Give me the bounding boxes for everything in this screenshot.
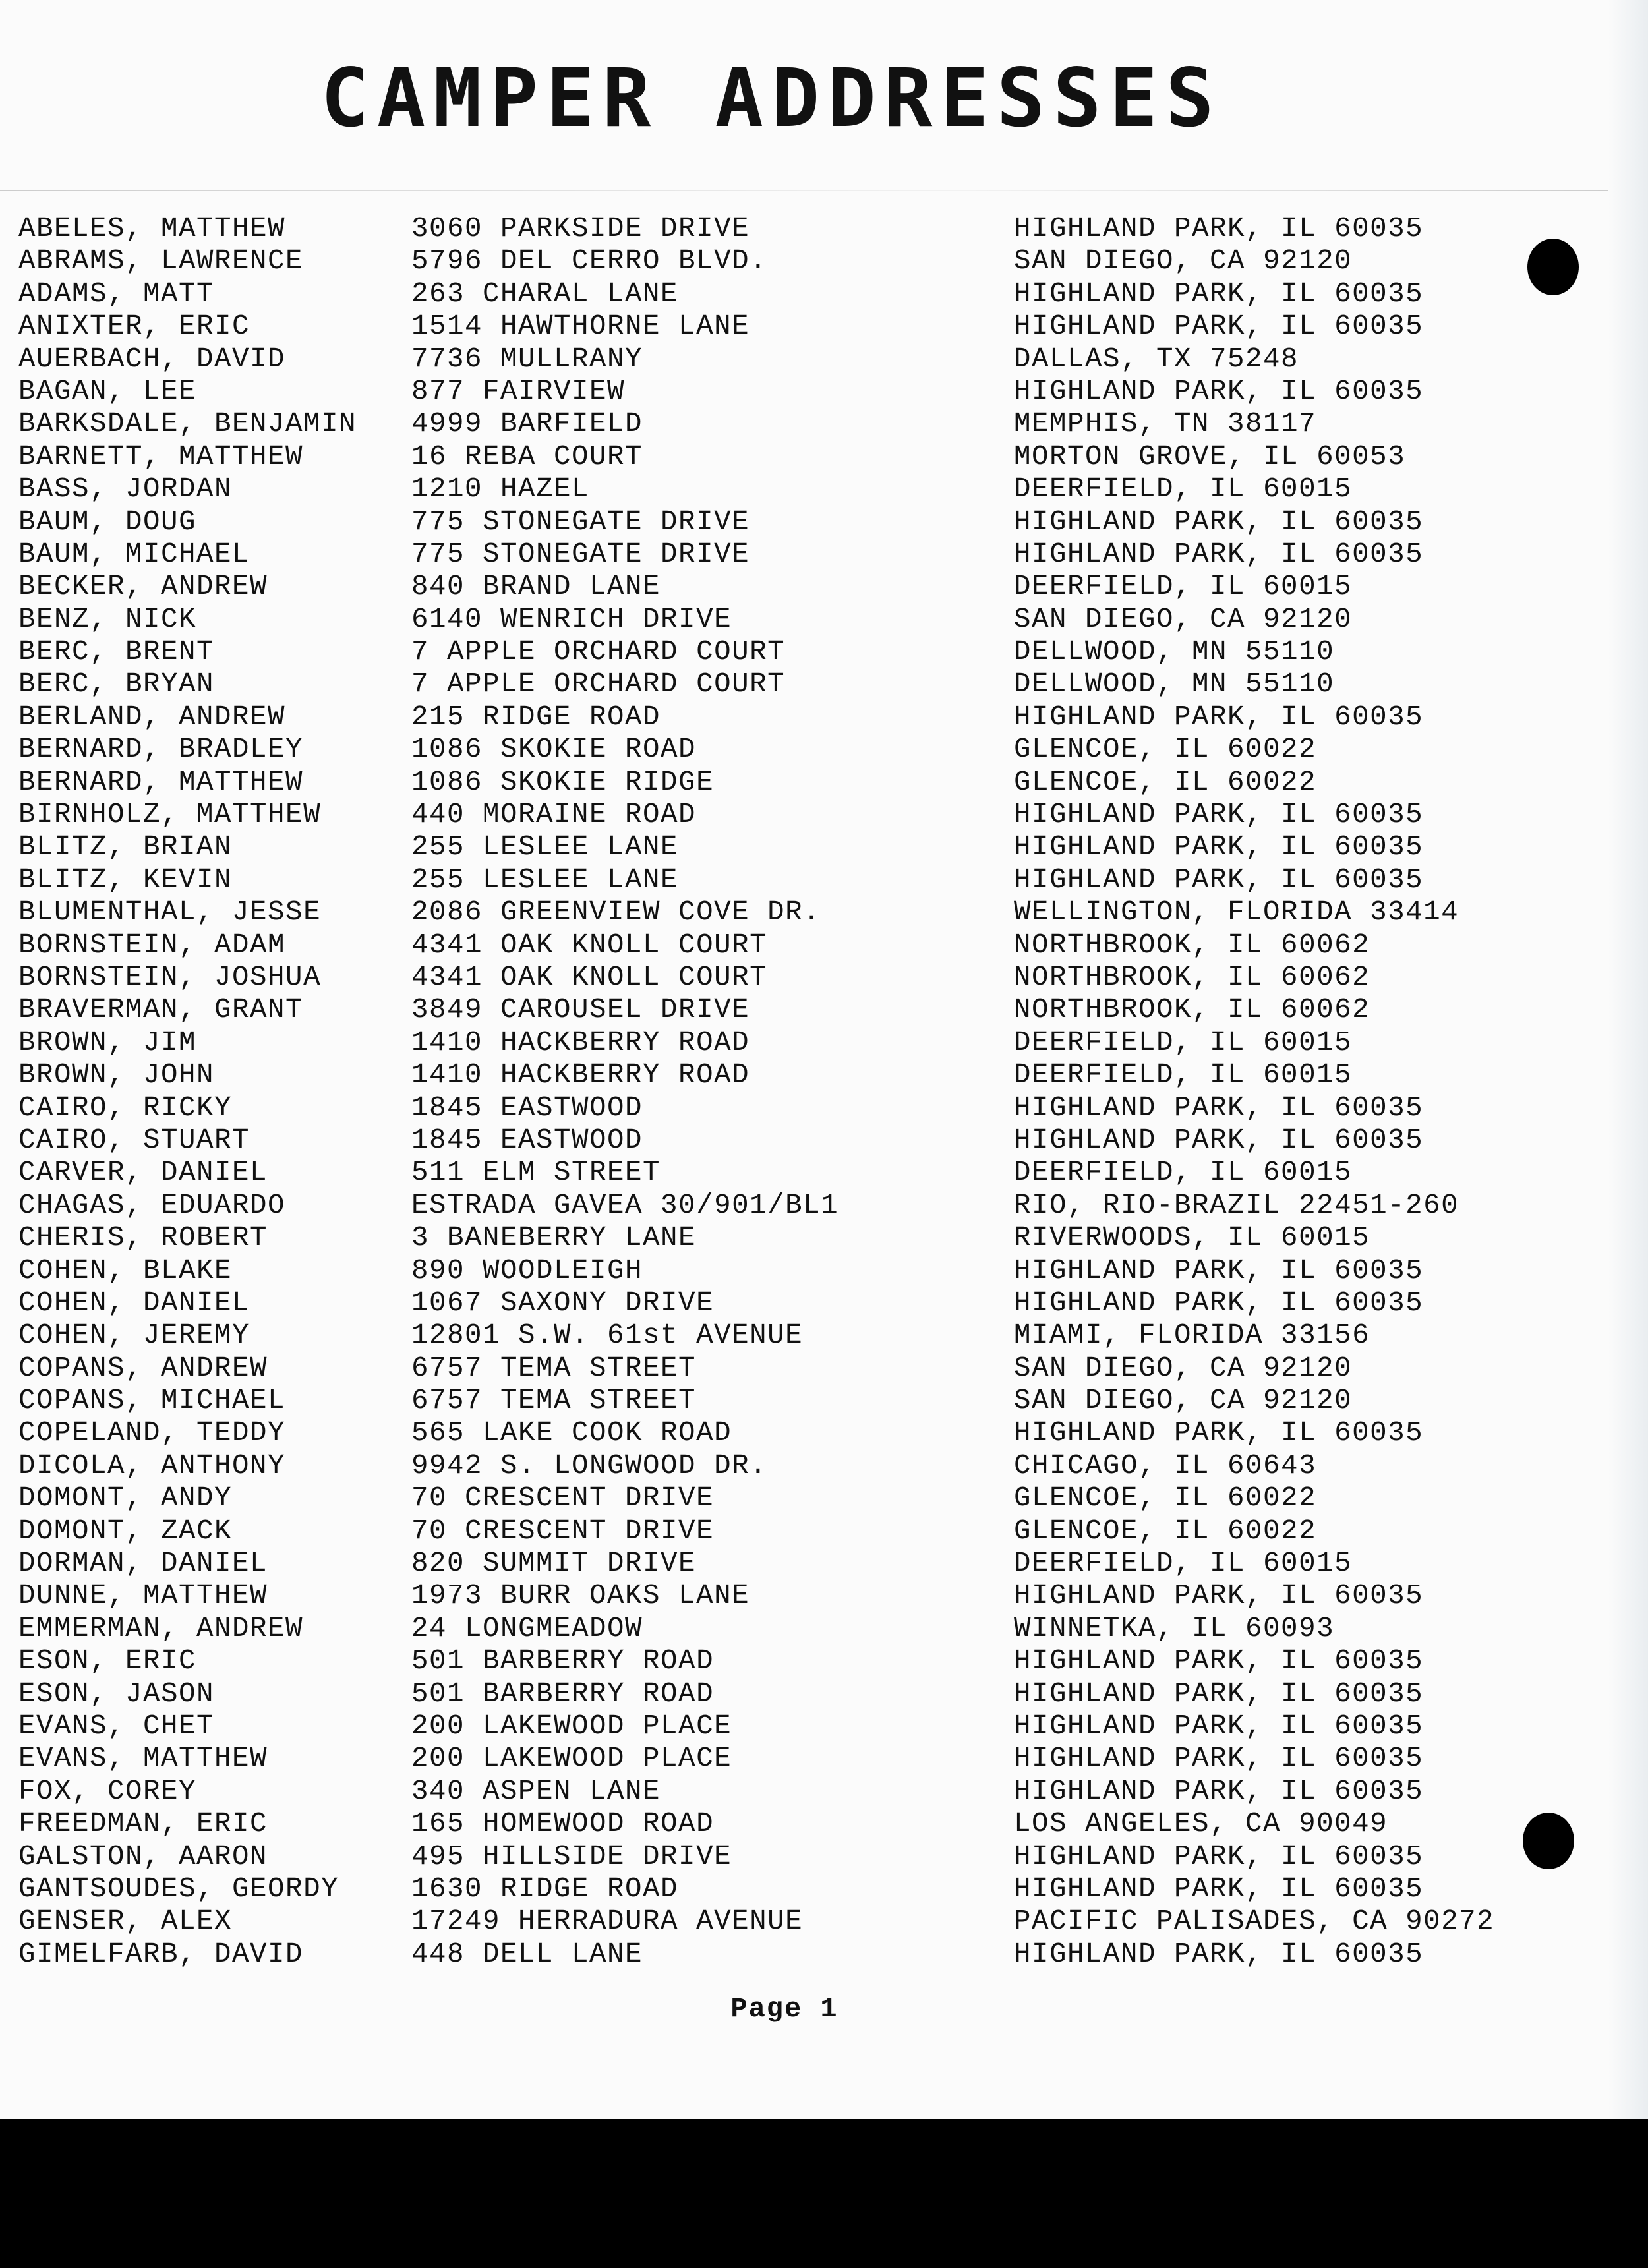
camper-city-state-zip: RIVERWOODS, IL 60015 [1014,1222,1370,1254]
camper-row [0,245,1608,277]
camper-city-state-zip: SAN DIEGO, CA 92120 [1014,1352,1353,1384]
camper-row [0,441,1608,473]
camper-street-address: 4999 BARFIELD [411,408,643,440]
camper-street-address: 2086 GREENVIEW COVE DR. [411,896,821,929]
camper-city-state-zip: DEERFIELD, IL 60015 [1014,1059,1353,1091]
camper-city-state-zip: SAN DIEGO, CA 92120 [1014,245,1353,277]
camper-street-address: 511 ELM STREET [411,1157,661,1189]
camper-name: BERNARD, BRADLEY [18,734,304,766]
camper-row [0,1027,1608,1059]
camper-row [0,701,1608,734]
camper-city-state-zip: WELLINGTON, FLORIDA 33414 [1014,896,1459,929]
camper-street-address: 820 SUMMIT DRIVE [411,1548,697,1580]
camper-row [0,506,1608,538]
camper-name: BARKSDALE, BENJAMIN [18,408,357,440]
camper-city-state-zip: MIAMI, FLORIDA 33156 [1014,1320,1370,1352]
camper-street-address: 6140 WENRICH DRIVE [411,603,732,635]
camper-name: CHAGAS, EDUARDO [18,1189,286,1221]
camper-address-list [0,213,1608,1971]
camper-city-state-zip: HIGHLAND PARK, IL 60035 [1014,1645,1424,1677]
camper-street-address: 840 BRAND LANE [411,571,661,603]
camper-name: BERNARD, MATTHEW [18,766,304,798]
camper-city-state-zip: DELLWOOD, MN 55110 [1014,636,1335,668]
camper-city-state-zip: DEERFIELD, IL 60015 [1014,473,1353,506]
camper-row [0,1548,1608,1580]
camper-row [0,213,1608,245]
camper-street-address: 775 STONEGATE DRIVE [411,506,750,538]
camper-name: EVANS, CHET [18,1710,215,1742]
punch-hole-bottom [1523,1813,1574,1869]
camper-street-address: 5796 DEL CERRO BLVD. [411,245,768,277]
camper-city-state-zip: DEERFIELD, IL 60015 [1014,1157,1353,1189]
camper-row [0,1938,1608,1971]
camper-row [0,1743,1608,1775]
camper-street-address: 12801 S.W. 61st AVENUE [411,1320,804,1352]
camper-city-state-zip: HIGHLAND PARK, IL 60035 [1014,831,1424,863]
camper-street-address: 16 REBA COURT [411,440,643,473]
camper-street-address: 4341 OAK KNOLL COURT [411,929,768,961]
camper-name: CAIRO, RICKY [18,1091,233,1124]
camper-row [0,1776,1608,1808]
camper-row [0,571,1608,603]
camper-name: BAUM, DOUG [18,506,197,538]
camper-row [0,1352,1608,1385]
camper-row [0,1157,1608,1189]
camper-name: BLUMENTHAL, JESSE [18,896,322,929]
camper-street-address: 17249 HERRADURA AVENUE [411,1905,804,1938]
camper-street-address: 440 MORAINE ROAD [411,799,697,831]
camper-name: BARNETT, MATTHEW [18,440,304,473]
camper-row [0,734,1608,766]
camper-street-address: 448 DELL LANE [411,1938,643,1970]
camper-row [0,473,1608,506]
camper-name: ANIXTER, ERIC [18,310,250,343]
camper-row [0,962,1608,994]
camper-city-state-zip: NORTHBROOK, IL 60062 [1014,994,1370,1026]
camper-city-state-zip: HIGHLAND PARK, IL 60035 [1014,1091,1424,1124]
camper-name: BAGAN, LEE [18,375,197,407]
punch-hole-top [1527,239,1579,295]
camper-name: FREEDMAN, ERIC [18,1808,268,1840]
camper-row [0,1710,1608,1743]
camper-city-state-zip: GLENCOE, IL 60022 [1014,1515,1317,1547]
camper-street-address: 501 BARBERRY ROAD [411,1645,715,1677]
camper-name: COHEN, BLAKE [18,1254,233,1287]
camper-name: ABRAMS, LAWRENCE [18,245,304,277]
camper-name: DOMONT, ZACK [18,1515,233,1547]
camper-city-state-zip: HIGHLAND PARK, IL 60035 [1014,1254,1424,1287]
camper-name: BORNSTEIN, JOSHUA [18,961,322,993]
camper-city-state-zip: SAN DIEGO, CA 92120 [1014,1385,1353,1417]
camper-name: BLITZ, BRIAN [18,831,233,863]
camper-name: BENZ, NICK [18,603,197,635]
camper-row [0,1320,1608,1352]
camper-row [0,408,1608,440]
camper-street-address: 495 HILLSIDE DRIVE [411,1840,732,1873]
camper-city-state-zip: CHICAGO, IL 60643 [1014,1449,1317,1482]
camper-name: BERC, BRENT [18,636,215,668]
camper-name: BROWN, JIM [18,1026,197,1059]
camper-row [0,636,1608,668]
camper-row [0,1873,1608,1905]
camper-street-address: 1410 HACKBERRY ROAD [411,1059,750,1091]
camper-street-address: 890 WOODLEIGH [411,1254,643,1287]
camper-row [0,1905,1608,1938]
camper-street-address: 165 HOMEWOOD ROAD [411,1808,715,1840]
camper-row [0,994,1608,1026]
camper-name: COPANS, MICHAEL [18,1385,286,1417]
camper-name: ESON, JASON [18,1677,215,1710]
camper-name: BORNSTEIN, ADAM [18,929,286,961]
camper-street-address: 1973 BURR OAKS LANE [411,1580,750,1612]
camper-street-address: 263 CHARAL LANE [411,277,679,310]
camper-city-state-zip: HIGHLAND PARK, IL 60035 [1014,213,1424,245]
camper-street-address: 1845 EASTWOOD [411,1124,643,1156]
camper-row [0,1580,1608,1612]
camper-city-state-zip: HIGHLAND PARK, IL 60035 [1014,799,1424,831]
camper-name: BERC, BRYAN [18,668,215,701]
camper-name: BRAVERMAN, GRANT [18,994,304,1026]
camper-street-address: 24 LONGMEADOW [411,1612,643,1644]
camper-street-address: 1086 SKOKIE ROAD [411,734,697,766]
camper-street-address: 1086 SKOKIE RIDGE [411,766,715,798]
camper-row [0,310,1608,343]
camper-name: GIMELFARB, DAVID [18,1938,304,1970]
camper-street-address: 3060 PARKSIDE DRIVE [411,213,750,245]
camper-row [0,668,1608,701]
camper-city-state-zip: PACIFIC PALISADES, CA 90272 [1014,1905,1495,1938]
camper-name: DUNNE, MATTHEW [18,1580,268,1612]
camper-row [0,1450,1608,1482]
camper-row [0,929,1608,962]
camper-name: EVANS, MATTHEW [18,1743,268,1775]
camper-row [0,1190,1608,1222]
camper-city-state-zip: LOS ANGELES, CA 90049 [1014,1808,1388,1840]
camper-row [0,604,1608,636]
camper-street-address: 775 STONEGATE DRIVE [411,538,750,570]
camper-name: EMMERMAN, ANDREW [18,1612,304,1644]
camper-city-state-zip: HIGHLAND PARK, IL 60035 [1014,1775,1424,1807]
camper-name: ABELES, MATTHEW [18,213,286,245]
camper-row [0,1515,1608,1548]
camper-street-address: 6757 TEMA STREET [411,1352,697,1384]
camper-row [0,376,1608,408]
camper-name: CAIRO, STUART [18,1124,250,1156]
camper-street-address: 340 ASPEN LANE [411,1775,661,1807]
camper-street-address: 4341 OAK KNOLL COURT [411,961,768,993]
camper-city-state-zip: HIGHLAND PARK, IL 60035 [1014,538,1424,570]
camper-name: CARVER, DANIEL [18,1157,268,1189]
camper-city-state-zip: HIGHLAND PARK, IL 60035 [1014,1417,1424,1449]
camper-street-address: 1630 RIDGE ROAD [411,1873,679,1905]
camper-street-address: 1410 HACKBERRY ROAD [411,1026,750,1059]
camper-name: ESON, ERIC [18,1645,197,1677]
camper-name: COPELAND, TEDDY [18,1417,286,1449]
page-edge-shadow [1608,0,1648,2119]
camper-city-state-zip: DALLAS, TX 75248 [1014,343,1299,375]
camper-street-address: 7 APPLE ORCHARD COURT [411,668,786,701]
camper-row [0,1059,1608,1091]
camper-city-state-zip: HIGHLAND PARK, IL 60035 [1014,506,1424,538]
camper-city-state-zip: GLENCOE, IL 60022 [1014,1482,1317,1515]
camper-street-address: 215 RIDGE ROAD [411,701,661,733]
camper-city-state-zip: HIGHLAND PARK, IL 60035 [1014,310,1424,343]
camper-name: GALSTON, AARON [18,1840,268,1873]
camper-city-state-zip: GLENCOE, IL 60022 [1014,766,1317,798]
camper-name: BASS, JORDAN [18,473,233,506]
camper-city-state-zip: DEERFIELD, IL 60015 [1014,1548,1353,1580]
camper-city-state-zip: HIGHLAND PARK, IL 60035 [1014,1873,1424,1905]
camper-row [0,799,1608,831]
camper-city-state-zip: DEERFIELD, IL 60015 [1014,1026,1353,1059]
camper-city-state-zip: HIGHLAND PARK, IL 60035 [1014,1677,1424,1710]
camper-row [0,1808,1608,1840]
camper-city-state-zip: HIGHLAND PARK, IL 60035 [1014,1580,1424,1612]
camper-row [0,538,1608,571]
camper-row [0,343,1608,376]
camper-name: COPANS, ANDREW [18,1352,268,1384]
camper-name: BAUM, MICHAEL [18,538,250,570]
camper-city-state-zip: MORTON GROVE, IL 60053 [1014,440,1406,473]
camper-city-state-zip: HIGHLAND PARK, IL 60035 [1014,1840,1424,1873]
camper-name: COHEN, JEREMY [18,1320,250,1352]
camper-name: BLITZ, KEVIN [18,863,233,896]
camper-name: FOX, COREY [18,1775,197,1807]
camper-name: ADAMS, MATT [18,277,215,310]
camper-row [0,278,1608,310]
camper-street-address: 7 APPLE ORCHARD COURT [411,636,786,668]
camper-name: BERLAND, ANDREW [18,701,286,733]
camper-city-state-zip: HIGHLAND PARK, IL 60035 [1014,1710,1424,1742]
camper-name: DORMAN, DANIEL [18,1548,268,1580]
camper-city-state-zip: HIGHLAND PARK, IL 60035 [1014,1287,1424,1319]
camper-street-address: 565 LAKE COOK ROAD [411,1417,732,1449]
camper-street-address: 3849 CAROUSEL DRIVE [411,994,750,1026]
camper-street-address: 7736 MULLRANY [411,343,643,375]
camper-city-state-zip: HIGHLAND PARK, IL 60035 [1014,1124,1424,1156]
camper-city-state-zip: GLENCOE, IL 60022 [1014,734,1317,766]
camper-city-state-zip: HIGHLAND PARK, IL 60035 [1014,701,1424,733]
camper-city-state-zip: MEMPHIS, TN 38117 [1014,408,1317,440]
camper-street-address: 1210 HAZEL [411,473,590,506]
camper-row [0,1678,1608,1710]
camper-row [0,1124,1608,1157]
page-number: Page 1 [730,1993,839,2025]
camper-city-state-zip: DEERFIELD, IL 60015 [1014,571,1353,603]
camper-street-address: 70 CRESCENT DRIVE [411,1515,715,1547]
camper-street-address: 501 BARBERRY ROAD [411,1677,715,1710]
camper-city-state-zip: NORTHBROOK, IL 60062 [1014,929,1370,961]
camper-street-address: 70 CRESCENT DRIVE [411,1482,715,1515]
camper-row [0,1385,1608,1417]
camper-city-state-zip: DELLWOOD, MN 55110 [1014,668,1335,701]
camper-row [0,1645,1608,1677]
camper-city-state-zip: HIGHLAND PARK, IL 60035 [1014,375,1424,407]
camper-name: DOMONT, ANDY [18,1482,233,1515]
camper-street-address: 200 LAKEWOOD PLACE [411,1743,732,1775]
camper-row [0,1222,1608,1254]
camper-city-state-zip: RIO, RIO-BRAZIL 22451-260 [1014,1189,1459,1221]
camper-city-state-zip: HIGHLAND PARK, IL 60035 [1014,863,1424,896]
camper-row [0,1255,1608,1287]
camper-street-address: 9942 S. LONGWOOD DR. [411,1449,768,1482]
camper-city-state-zip: WINNETKA, IL 60093 [1014,1612,1335,1644]
camper-city-state-zip: HIGHLAND PARK, IL 60035 [1014,1938,1424,1970]
camper-city-state-zip: SAN DIEGO, CA 92120 [1014,603,1353,635]
camper-row [0,1482,1608,1515]
camper-street-address: 877 FAIRVIEW [411,375,626,407]
camper-row [0,1613,1608,1645]
camper-street-address: 255 LESLEE LANE [411,863,679,896]
camper-name: BIRNHOLZ, MATTHEW [18,799,322,831]
camper-name: DICOLA, ANTHONY [18,1449,286,1482]
camper-street-address: 1067 SAXONY DRIVE [411,1287,715,1319]
camper-street-address: 200 LAKEWOOD PLACE [411,1710,732,1742]
camper-street-address: 255 LESLEE LANE [411,831,679,863]
camper-name: BROWN, JOHN [18,1059,215,1091]
camper-street-address: 6757 TEMA STREET [411,1385,697,1417]
camper-name: BECKER, ANDREW [18,571,268,603]
camper-name: GENSER, ALEX [18,1905,233,1938]
page-title: CAMPER ADDRESSES [320,51,1222,145]
camper-name: GANTSOUDES, GEORDY [18,1873,339,1905]
camper-street-address: 1514 HAWTHORNE LANE [411,310,750,343]
camper-row [0,1417,1608,1449]
camper-row [0,767,1608,799]
camper-row [0,1841,1608,1873]
title-divider [0,190,1608,191]
camper-city-state-zip: NORTHBROOK, IL 60062 [1014,961,1370,993]
camper-street-address: ESTRADA GAVEA 30/901/BL1 [411,1189,839,1221]
camper-name: COHEN, DANIEL [18,1287,250,1319]
camper-city-state-zip: HIGHLAND PARK, IL 60035 [1014,277,1424,310]
camper-row [0,1092,1608,1124]
camper-row [0,864,1608,896]
camper-name: CHERIS, ROBERT [18,1222,268,1254]
camper-row [0,1287,1608,1320]
camper-row [0,896,1608,929]
camper-row [0,831,1608,863]
camper-street-address: 1845 EASTWOOD [411,1091,643,1124]
camper-city-state-zip: HIGHLAND PARK, IL 60035 [1014,1743,1424,1775]
camper-name: AUERBACH, DAVID [18,343,286,375]
camper-street-address: 3 BANEBERRY LANE [411,1222,697,1254]
